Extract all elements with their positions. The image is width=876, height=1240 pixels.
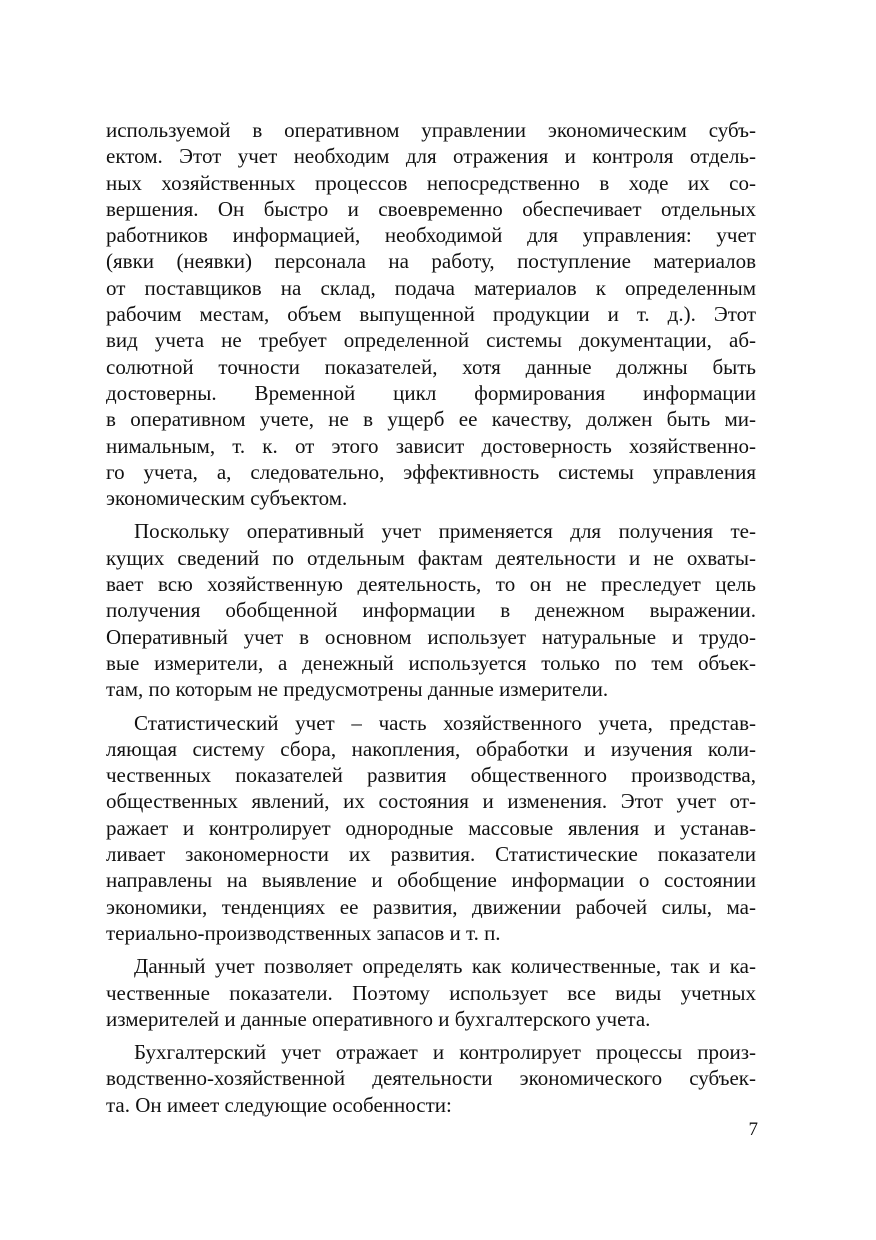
text-line: работников информацией, необходимой для управления: учет [106, 223, 756, 248]
text-line: ливает закономерности их развития. Статистические показатели [106, 842, 756, 867]
text-line: рабочим местам, объем выпущенной продукции и т. д.). Этот [106, 302, 756, 327]
text-line: вает всю хозяйственную деятельность, то он не преследует цель [106, 572, 756, 597]
text-line: достоверны. Временной цикл формирования информации [106, 380, 756, 405]
text-line: вые измерители, а денежный используется только по тем объек- [106, 650, 756, 675]
text-line-first: Бухгалтерский учет отражает и контролирует процессы произ- [134, 1040, 756, 1065]
text-line: кущих сведений по отдельным фактам деятельности и не охваты- [106, 545, 756, 570]
text-line: Оперативный учет в основном использует натуральные и трудо- [106, 624, 756, 649]
text-line: вид учета не требует определенной системы документации, аб- [106, 328, 756, 353]
body-text [106, 117, 756, 1118]
paragraph-statistical-indicators [106, 953, 756, 1032]
text-line: ектом. Этот учет необходим для отражения и контроля отдель- [106, 144, 756, 169]
text-line: от поставщиков на склад, подача материалов к определенным [106, 275, 756, 300]
paragraph-operational-measures [106, 518, 756, 702]
paragraph-statistical-accounting [106, 710, 756, 947]
page-number: 7 [748, 1119, 758, 1140]
text-line: солютной точности показателей, хотя данные должны быть [106, 354, 756, 379]
text-line: экономики, тенденциях ее развития, движении рабочей силы, ма- [106, 894, 756, 919]
text-line: общественных явлений, их состояния и изменения. Этот учет от- [106, 789, 756, 814]
text-line-last: та. Он имеет следующие особенности: [106, 1092, 452, 1117]
text-line: ражает и контролирует однородные массовые явления и устанав- [106, 815, 756, 840]
text-line: используемой в оперативном управлении экономическим субъ- [106, 118, 756, 142]
text-line-last: экономическим субъектом. [106, 486, 348, 511]
text-line-first: Поскольку оперативный учет применяется для получения те- [134, 519, 756, 544]
text-line-last: измерителей и данные оперативного и бухгалтерского учета. [106, 1006, 651, 1031]
paragraph-bookkeeping [106, 1039, 756, 1118]
text-line: чественные показатели. Поэтому использует все виды учетных [106, 980, 756, 1005]
text-line-first: Данный учет позволяет определять как количественные, так и ка- [134, 954, 756, 979]
text-line-first: Статистический учет – часть хозяйственного учета, представ- [134, 710, 756, 735]
text-line: ных хозяйственных процессов непосредственно в ходе их со- [106, 170, 756, 195]
text-line: вершения. Он быстро и своевременно обеспечивает отдельных [106, 196, 756, 221]
text-line: направлены на выявление и обобщение информации о состоянии [106, 868, 756, 893]
text-line: в оперативном учете, не в ущерб ее качеству, должен быть ми- [106, 407, 756, 432]
text-line: получения обобщенной информации в денежном выражении. [106, 598, 756, 623]
text-line: го учета, а, следовательно, эффективность системы управления [106, 459, 756, 484]
text-line: чественных показателей развития общественного производства, [106, 763, 756, 788]
text-line-last: териально-производственных запасов и т. п. [106, 920, 501, 945]
text-line: водственно-хозяйственной деятельности экономического субъек- [106, 1066, 756, 1091]
paragraph-operational-accounting [106, 117, 756, 511]
text-line-last: там, по которым не предусмотрены данные измерители. [106, 677, 609, 702]
text-line: нимальным, т. к. от этого зависит достоверность хозяйственно- [106, 433, 756, 458]
text-line: (явки (неявки) персонала на работу, поступление материалов [106, 249, 756, 274]
text-line: ляющая систему сбора, накопления, обработки и изучения коли- [106, 736, 756, 761]
